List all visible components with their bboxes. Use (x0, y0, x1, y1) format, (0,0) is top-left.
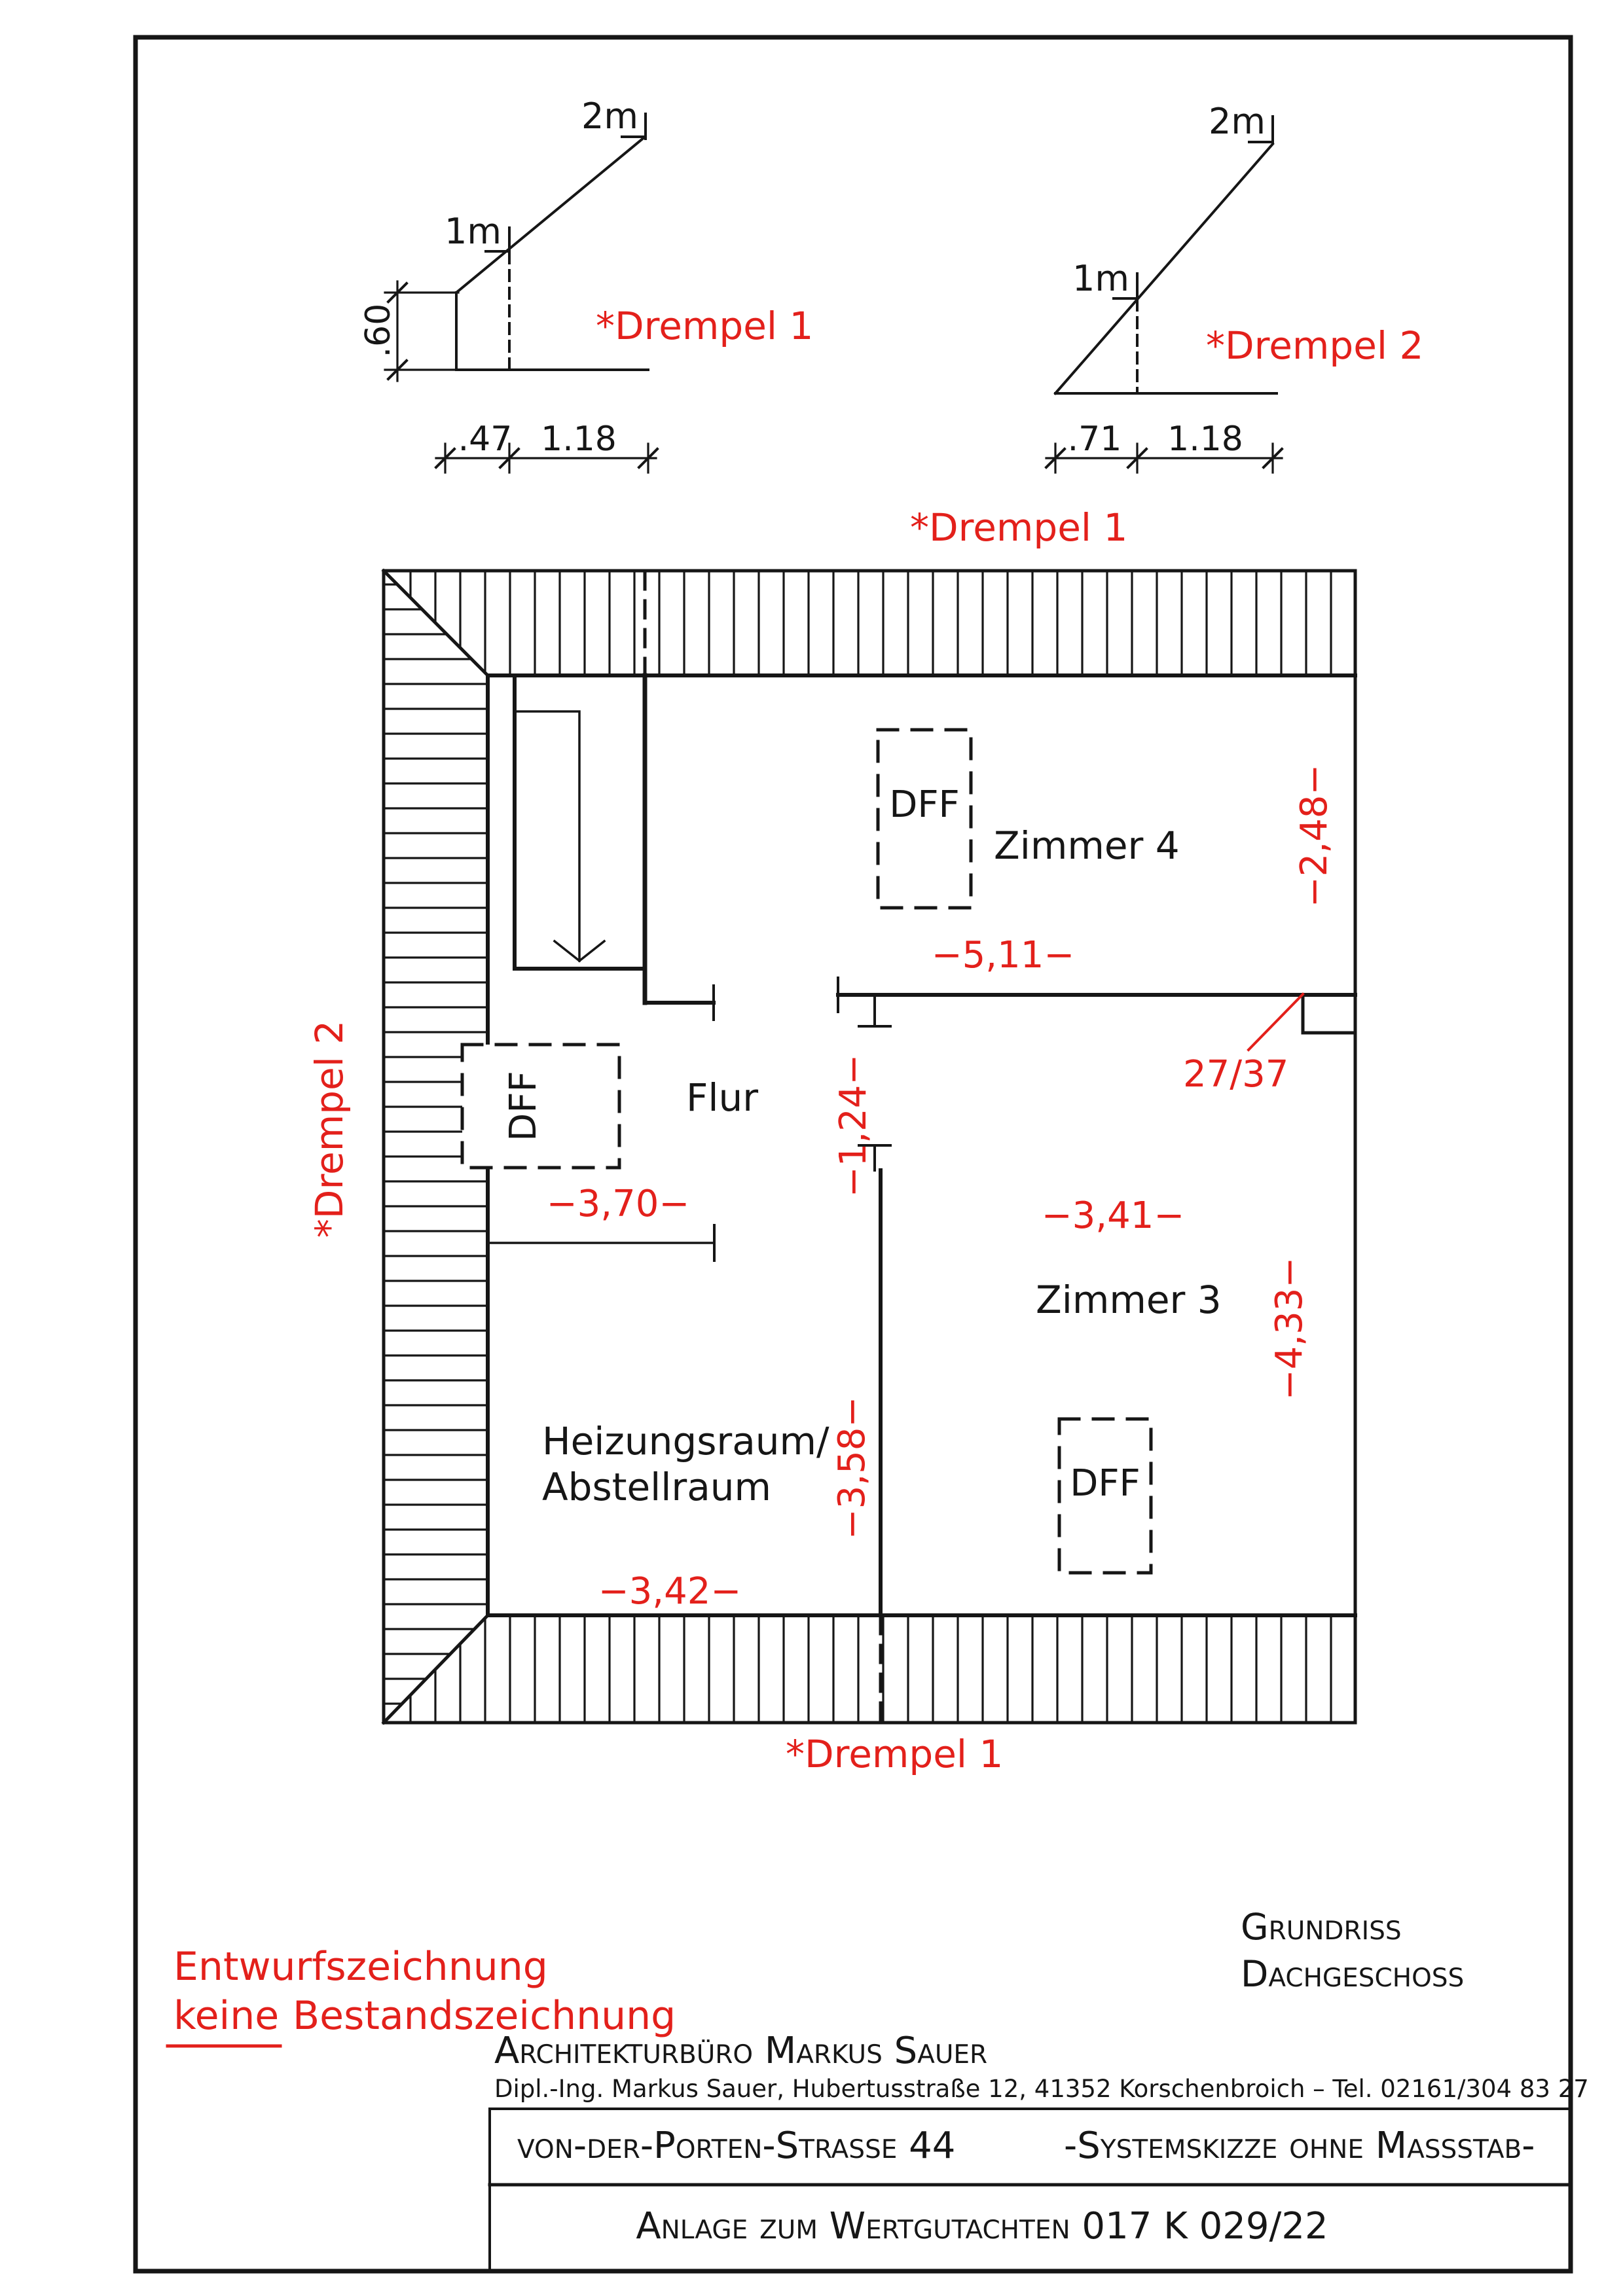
room-label-zimmer4: Zimmer 4 (994, 823, 1180, 868)
drempel1-detail-title: *Drempel 1 (596, 304, 814, 348)
run-dim: 1.18 (541, 420, 617, 459)
knee-height-dim: .60 (359, 303, 398, 358)
top-drempel-hatch-band (384, 571, 1355, 675)
office-name: Architekturbüro Markus Sauer (494, 2030, 988, 2072)
drempel1-label-top: *Drempel 1 (910, 505, 1128, 550)
chimney-leader-line (1249, 994, 1303, 1050)
dim-zimmer3-width: −3,41− (1041, 1194, 1185, 1237)
project-address: von-der-Porten-Straße 44 (517, 2125, 956, 2167)
dim-flur-width: −3,70− (546, 1183, 690, 1225)
dff-label-flur: DFF (502, 1071, 545, 1141)
dim-zimmer4-depth: −2,48− (1293, 764, 1336, 908)
note-keyword: keine (173, 1993, 280, 2039)
drempel1-profile-detail (385, 114, 657, 473)
note-line1: Entwurfszeichnung (173, 1944, 548, 1990)
note-line2-rest: Bestandszeichnung (293, 1993, 676, 2039)
room-label-flur: Flur (686, 1075, 759, 1120)
drawing-title (1241, 1906, 1464, 1995)
dim-door-opening: −1,24− (832, 1054, 875, 1198)
dim-chimney: 27/37 (1183, 1053, 1289, 1096)
dim-zimmer4-width: −5,11− (931, 934, 1075, 977)
drempel1-detail-labels (359, 96, 813, 459)
scale-note: -Systemskizze ohne Maßstab- (1064, 2125, 1535, 2167)
bottom-drempel-hatch-band (384, 1615, 1355, 1723)
height-1m-label: 1m (1072, 258, 1129, 299)
offset-dim: .71 (1067, 420, 1122, 459)
drempel2-detail-title: *Drempel 2 (1206, 323, 1424, 368)
room-label-heizungsraum-2: Abstellraum (542, 1465, 772, 1509)
office-details: Dipl.-Ing. Markus Sauer, Hubertusstraße 12, 41352 Korschenbroich – Tel. 02161/304 83 27 (494, 2075, 1589, 2103)
staircase (515, 711, 604, 961)
footer (168, 1906, 1589, 2271)
drempel2-detail-labels (1068, 101, 1424, 459)
disclaimer-note (173, 1944, 676, 2039)
run-dim: 1.18 (1167, 420, 1243, 459)
room-label-zimmer3: Zimmer 3 (1036, 1278, 1222, 1322)
drawing-title-line1: Grundriss (1241, 1906, 1402, 1948)
dim-zimmer3-depth: −4,33− (1268, 1257, 1311, 1401)
drempel2-label-left: *Drempel 2 (307, 1020, 352, 1238)
room-label-heizungsraum-1: Heizungsraum/ (542, 1419, 830, 1463)
stair-well-line (515, 711, 579, 961)
height-1m-label: 1m (445, 211, 501, 252)
dff-label-zimmer4: DFF (889, 783, 960, 826)
dff-label-zimmer3: DFF (1070, 1462, 1140, 1505)
attachment-note: Anlage zum Wertgutachten 017 K 029/22 (636, 2205, 1328, 2248)
drawing-title-line2: Dachgeschoss (1241, 1953, 1465, 1995)
chimney-outline (1303, 995, 1355, 1033)
height-2m-label: 2m (581, 96, 638, 137)
dim-heizungsraum-depth: −3,58− (831, 1396, 873, 1540)
height-2m-label: 2m (1209, 101, 1266, 142)
dim-heizungsraum-width: −3,42− (598, 1570, 742, 1613)
floor-plan (307, 505, 1355, 1776)
drempel1-label-bottom: *Drempel 1 (786, 1732, 1004, 1776)
offset-dim: .47 (458, 420, 513, 459)
